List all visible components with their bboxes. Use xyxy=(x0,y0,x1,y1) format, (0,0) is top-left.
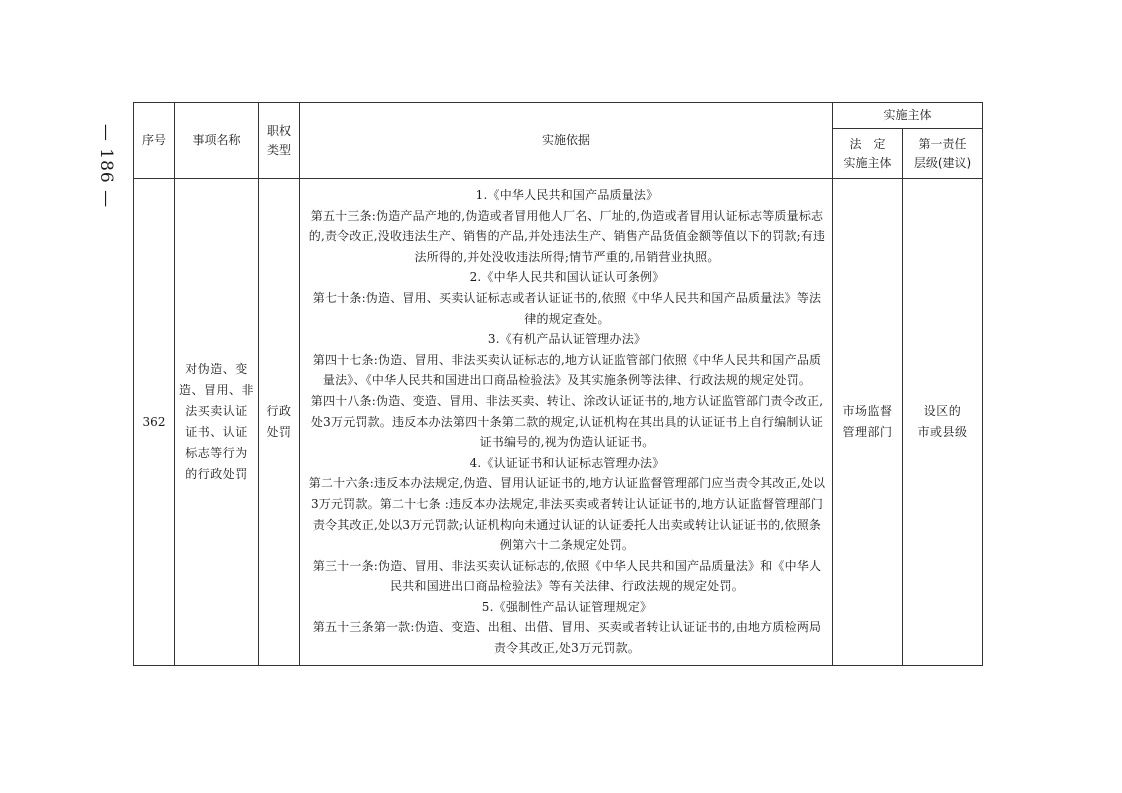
page-number: — 186 — xyxy=(96,123,117,209)
header-legal-subject-line1: 法 定 xyxy=(849,136,886,151)
row-power-type-line: 行政 xyxy=(266,403,292,418)
row-legal-subject-line: 管理部门 xyxy=(842,424,893,439)
row-legal-subject-line: 市场监督 xyxy=(842,403,893,418)
row-legal-subject xyxy=(833,179,903,666)
row-item-name-line: 对伪造、变 xyxy=(185,361,248,376)
basis-law-title: 2.《中华人民共和国认证认可条例》 xyxy=(469,270,665,285)
row-first-responsibility-line: 市或县级 xyxy=(917,424,968,439)
basis-article: 第三十一条:伪造、冒用、非法买卖认证标志的,依照《中华人民共和国产品质量法》和《中华人民共和国进出口商品检验法》等有关法律、行政法规的规定处罚。 xyxy=(312,558,822,594)
row-first-responsibility-line: 设区的 xyxy=(923,403,962,418)
basis-article: 第四十八条:伪造、变造、冒用、非法买卖、转让、涂改认证证书的,地方认证监管部门责令改正,处3万元罚款。违反本办法第四十条第二款的规定,认证机构在其出具的认证证书上自行编制认证证书编号的,视为伪造认证证书。 xyxy=(310,393,824,450)
row-seq: 362 xyxy=(134,179,175,666)
header-subject-group: 实施主体 xyxy=(833,103,983,129)
header-basis: 实施依据 xyxy=(300,103,833,179)
header-first-responsibility xyxy=(903,129,983,179)
row-basis xyxy=(300,179,833,666)
header-first-responsibility-line1: 第一责任 xyxy=(918,136,967,151)
row-power-type-line: 处罚 xyxy=(266,424,292,439)
row-item-name-line: 证书、认证 xyxy=(185,424,248,439)
row-power-type xyxy=(259,179,300,666)
row-item-name-line: 标志等行为 xyxy=(185,445,248,460)
basis-article: 第四十七条:伪造、冒用、非法买卖认证标志的,地方认证监管部门依照《中华人民共和国产品质量法》、《中华人民共和国进出口商品检验法》及其实施条例等法律、行政法规的规定处罚。 xyxy=(312,352,822,388)
row-item-name xyxy=(175,179,259,666)
basis-article: 第五十三条:伪造产品产地的,伪造或者冒用他人厂名、厂址的,伪造或者冒用认证标志等质量标志的,责令改正,没收违法生产、销售的产品,并处违法生产、销售产品货值金额等值以下的罚款;有违法所得的,并处没收违法所得;情节严重的,吊销营业执照。 xyxy=(308,208,826,264)
basis-article: 第七十条:伪造、冒用、买卖认证标志或者认证证书的,依照《中华人民共和国产品质量法》等法律的规定查处。 xyxy=(312,290,822,326)
header-first-responsibility-line2: 层级(建议) xyxy=(913,155,972,170)
header-power-type-line1: 职权 xyxy=(266,123,291,138)
row-item-name-line: 造、冒用、非 xyxy=(179,382,255,397)
row-item-name-line: 的行政处罚 xyxy=(185,466,248,481)
header-legal-subject xyxy=(833,129,903,179)
header-item-name: 事项名称 xyxy=(175,103,259,179)
enforcement-table xyxy=(133,102,983,666)
row-first-responsibility xyxy=(903,179,983,666)
basis-law-title: 3.《有机产品认证管理办法》 xyxy=(487,332,647,347)
basis-law-title: 4.《认证证书和认证标志管理办法》 xyxy=(469,455,665,470)
header-power-type-line2: 类型 xyxy=(266,142,291,157)
basis-article: 第五十三条第一款:伪造、变造、出租、出借、冒用、买卖或者转让认证证书的,由地方质检两局责令其改正,处3万元罚款。 xyxy=(312,620,822,656)
row-item-name-line: 法买卖认证 xyxy=(185,403,248,418)
table-row xyxy=(134,179,983,666)
header-seq: 序号 xyxy=(134,103,175,179)
basis-article: 第二十六条:违反本办法规定,伪造、冒用认证证书的,地方认证监督管理部门应当责令其改正,处以3万元罚款。第二十七条 :违反本办法规定,非法买卖或者转让认证证书的,地方认证监督管理部门责令其改正,处以3万元罚款;认证机构向未通过认证的认证委托人出卖或转让认证证书的,依照条例第六十二条规定处罚。 xyxy=(308,476,826,553)
basis-law-title: 1.《中华人民共和国产品质量法》 xyxy=(475,188,659,202)
basis-law-title: 5.《强制性产品认证管理规定》 xyxy=(481,599,653,614)
header-legal-subject-line2: 实施主体 xyxy=(843,155,892,170)
header-power-type xyxy=(259,103,300,179)
